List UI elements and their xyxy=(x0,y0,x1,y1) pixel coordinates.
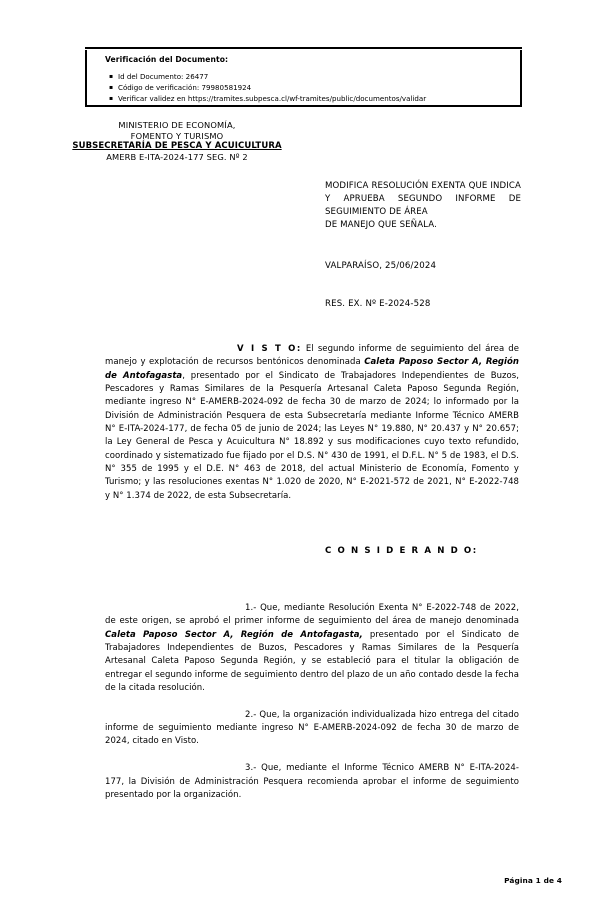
page-number-label: Página 1 de 4 xyxy=(504,876,562,885)
considerando-section xyxy=(105,602,519,802)
document-subject-last-line: DE MANEJO QUE SEÑALA. xyxy=(325,220,437,230)
visto-section xyxy=(105,343,519,503)
considerando-item-3 xyxy=(105,762,519,802)
visto-area-name: Caleta Paposo Sector A, Región de Antofagasta xyxy=(105,357,519,381)
considerando-heading: C O N S I D E R A N D O: xyxy=(325,546,478,556)
list-item: ▪ Id del Documento: 26477 xyxy=(109,71,519,82)
ministry-line-1: MINISTERIO DE ECONOMÍA, xyxy=(118,120,236,130)
verification-top-rule xyxy=(85,47,522,49)
document-subject-text: MODIFICA RESOLUCIÓN EXENTA QUE INDICA Y APRUEBA SEGUNDO INFORME DE SEGUIMIENTO DE ÁREA xyxy=(325,181,521,217)
list-item: ▪ Código de verificación: 79980581924 xyxy=(109,82,519,93)
item-3-text: 3.- Que, mediante el Informe Técnico AMERB N° E-ITA-2024-177, la División de Administración Pesquera recomienda aprobar el informe de seguimiento presentado por la organización. xyxy=(105,763,519,800)
considerando-item-2 xyxy=(105,709,519,749)
amerb-reference: AMERB E-ITA-2024-177 SEG. Nº 2 xyxy=(106,151,248,162)
verification-title: Verificación del Documento: xyxy=(105,55,229,64)
item-1-part-2: presentado por el Sindicato de Trabajadores Independientes de Buzos, Pescadores y Ramas Similares de la Pesquería Artesanal Caleta Paposo Segunda Región, y se estableció para el titular la obligación de entregar el segundo informe de seguimiento dentro del plazo de un año contado desde la fecha de la citada resolución. xyxy=(105,629,519,694)
list-item: ▪ Verificar validez en https://tramites.subpesca.cl/wf-tramites/public/documentos/validar xyxy=(109,93,519,104)
considerando-item-1 xyxy=(105,602,519,695)
item-2-text: 2.- Que, la organización individualizada hizo entrega del citado informe de seguimiento mediante ingreso N° E-AMERB-2024-092 de fecha 30 de marzo de 2024, citado en Visto. xyxy=(105,709,519,747)
subsecretaria-line: SUBSECRETARÍA DE PESCA Y ACUICULTURA xyxy=(72,141,282,152)
visto-part-2: , presentado por el Sindicato de Trabajadores Independientes de Buzos, Pescadores y Ramas Similares de la Pesquería Artesanal Caleta Paposo Segunda Región, mediante ingreso N° E-AMERB-2024-092 de fecha 30 de marzo de 2024; lo informado por la División de Administración Pesquera de esta Subsecretaría mediante Informe Técnico AMERB N° E-ITA-2024-177, de fecha 05 de junio de 2024; las Leyes N° 19.880, N° 20.437 y N° 20.657; la Ley General de Pesca y Acuicultura N° 18.892 y sus modificaciones cuyo texto refundido, coordinado y sistematizado fue fijado por el D.S. N° 430 de 1991, el D.F.L. N° 5 de 1983, el D.S. N° 355 de 1995 y el D.E. N° 463 de 2018, del actual Ministerio de Economía, Fomento y Turismo; y las resoluciones exentas N° 1.020 de 2020, N° E-2021-572 de 2021, N° E-2022-748 y N° 1.374 de 2022, de esta Subsecretaría. xyxy=(105,370,520,501)
letterhead xyxy=(46,120,308,162)
document-subject-title xyxy=(325,180,521,232)
item-1-part-1: 1.- Que, mediante Resolución Exenta N° E-2022-748 de 2022, de este origen, se aprobó el primer informe de seguimiento del área de manejo denominada xyxy=(105,603,519,627)
ministry-line-2: FOMENTO Y TURISMO xyxy=(130,130,224,141)
item-1-area-name: Caleta Paposo Sector A, Región de Antofagasta, xyxy=(105,629,363,640)
visto-part-1: El segundo informe de seguimiento del área de manejo y explotación de recursos bentónicos denominada xyxy=(105,344,520,368)
page-footer xyxy=(0,876,600,885)
verification-list xyxy=(109,71,519,105)
resolution-number: RES. EX. Nº E-2024-528 xyxy=(325,299,431,309)
place-and-date: VALPARAÍSO, 25/06/2024 xyxy=(325,261,437,271)
visto-keyword: V I S T O: xyxy=(237,344,302,354)
verification-box xyxy=(85,50,522,107)
visto-paragraph xyxy=(105,343,519,503)
